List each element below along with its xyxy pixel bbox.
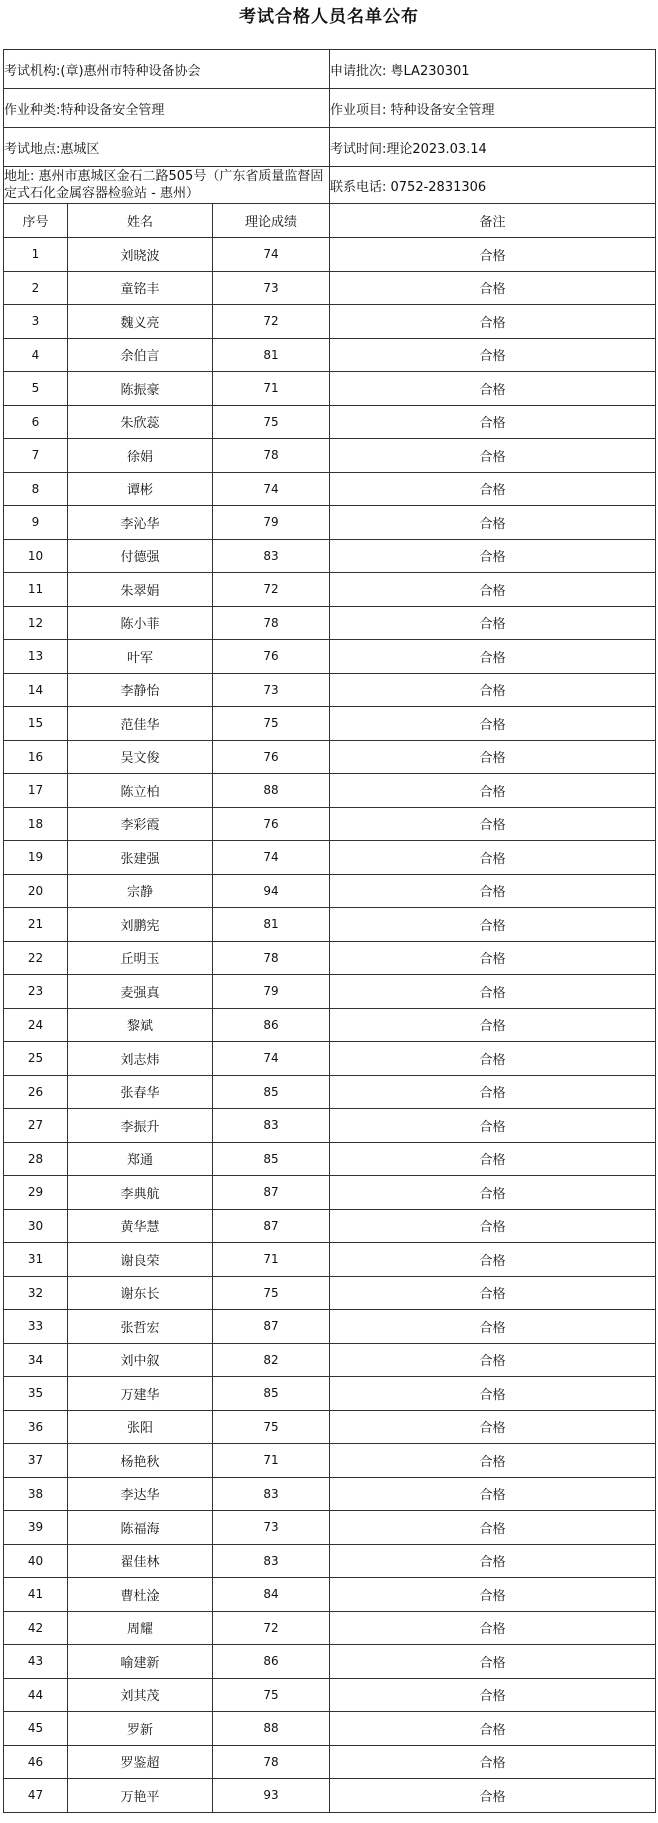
cell-score: 88	[213, 1712, 330, 1746]
cell-no: 31	[4, 1243, 68, 1277]
cell-score: 78	[213, 1745, 330, 1779]
cell-score: 76	[213, 640, 330, 674]
cell-note: 合格	[330, 807, 656, 841]
cell-no: 27	[4, 1109, 68, 1143]
cell-name: 吴文俊	[68, 740, 213, 774]
cell-score: 79	[213, 975, 330, 1009]
cell-no: 6	[4, 405, 68, 439]
table-row	[4, 707, 656, 741]
cell-note: 合格	[330, 1410, 656, 1444]
cell-note: 合格	[330, 606, 656, 640]
cell-score: 81	[213, 338, 330, 372]
cell-name: 李振升	[68, 1109, 213, 1143]
table-row	[4, 941, 656, 975]
cell-no: 13	[4, 640, 68, 674]
cell-note: 合格	[330, 1008, 656, 1042]
cell-note: 合格	[330, 1343, 656, 1377]
cell-name: 刘其茂	[68, 1678, 213, 1712]
cell-name: 张建强	[68, 841, 213, 875]
info-row-address	[4, 167, 656, 204]
cell-note: 合格	[330, 405, 656, 439]
cell-no: 19	[4, 841, 68, 875]
cell-no: 36	[4, 1410, 68, 1444]
cell-no: 39	[4, 1511, 68, 1545]
cell-score: 74	[213, 841, 330, 875]
cell-score: 87	[213, 1209, 330, 1243]
cell-name: 范佳华	[68, 707, 213, 741]
cell-note: 合格	[330, 338, 656, 372]
cell-no: 5	[4, 372, 68, 406]
cell-no: 28	[4, 1142, 68, 1176]
table-row	[4, 1578, 656, 1612]
table-row	[4, 238, 656, 272]
cell-score: 73	[213, 271, 330, 305]
table-row	[4, 1343, 656, 1377]
cell-name: 李沁华	[68, 506, 213, 540]
cell-no: 29	[4, 1176, 68, 1210]
info-row-org	[4, 50, 656, 89]
cell-score: 85	[213, 1075, 330, 1109]
cell-note: 合格	[330, 1779, 656, 1813]
cell-note: 合格	[330, 707, 656, 741]
cell-no: 35	[4, 1377, 68, 1411]
cell-note: 合格	[330, 1578, 656, 1612]
cell-name: 陈福海	[68, 1511, 213, 1545]
contact-phone: 联系电话: 0752-2831306	[330, 167, 656, 204]
table-row	[4, 271, 656, 305]
cell-name: 李彩霞	[68, 807, 213, 841]
table-row	[4, 1410, 656, 1444]
cell-name: 陈振豪	[68, 372, 213, 406]
cell-name: 翟佳林	[68, 1544, 213, 1578]
cell-name: 周耀	[68, 1611, 213, 1645]
info-row-category	[4, 89, 656, 128]
cell-score: 72	[213, 573, 330, 607]
table-row	[4, 1310, 656, 1344]
cell-no: 34	[4, 1343, 68, 1377]
cell-no: 9	[4, 506, 68, 540]
cell-no: 25	[4, 1042, 68, 1076]
table-row	[4, 1444, 656, 1478]
cell-score: 73	[213, 1511, 330, 1545]
results-table	[3, 49, 656, 1813]
page-title: 考试合格人员名单公布	[239, 7, 419, 27]
table-row	[4, 1678, 656, 1712]
table-row	[4, 1611, 656, 1645]
cell-note: 合格	[330, 1611, 656, 1645]
cell-score: 75	[213, 405, 330, 439]
cell-score: 78	[213, 941, 330, 975]
cell-score: 75	[213, 1276, 330, 1310]
cell-name: 郑通	[68, 1142, 213, 1176]
cell-no: 4	[4, 338, 68, 372]
cell-no: 32	[4, 1276, 68, 1310]
cell-score: 72	[213, 305, 330, 339]
cell-note: 合格	[330, 271, 656, 305]
cell-score: 75	[213, 707, 330, 741]
cell-score: 83	[213, 1544, 330, 1578]
cell-name: 罗鉴超	[68, 1745, 213, 1779]
cell-note: 合格	[330, 1243, 656, 1277]
cell-no: 23	[4, 975, 68, 1009]
table-row	[4, 1377, 656, 1411]
table-row	[4, 1645, 656, 1679]
cell-note: 合格	[330, 573, 656, 607]
table-row	[4, 1276, 656, 1310]
cell-name: 张春华	[68, 1075, 213, 1109]
cell-no: 12	[4, 606, 68, 640]
cell-name: 徐娟	[68, 439, 213, 473]
table-row	[4, 539, 656, 573]
cell-score: 85	[213, 1142, 330, 1176]
cell-note: 合格	[330, 1109, 656, 1143]
cell-no: 44	[4, 1678, 68, 1712]
cell-note: 合格	[330, 1745, 656, 1779]
table-row	[4, 673, 656, 707]
cell-no: 42	[4, 1611, 68, 1645]
cell-score: 78	[213, 439, 330, 473]
cell-name: 付德强	[68, 539, 213, 573]
table-row	[4, 1042, 656, 1076]
cell-note: 合格	[330, 1544, 656, 1578]
table-row	[4, 405, 656, 439]
table-row	[4, 338, 656, 372]
cell-note: 合格	[330, 506, 656, 540]
cell-note: 合格	[330, 1511, 656, 1545]
cell-name: 杨艳秋	[68, 1444, 213, 1478]
work-category: 作业种类:特种设备安全管理	[4, 89, 330, 128]
table-row	[4, 573, 656, 607]
cell-score: 75	[213, 1678, 330, 1712]
table-row	[4, 1008, 656, 1042]
cell-note: 合格	[330, 1075, 656, 1109]
cell-score: 76	[213, 740, 330, 774]
cell-no: 7	[4, 439, 68, 473]
table-row	[4, 640, 656, 674]
cell-no: 11	[4, 573, 68, 607]
application-batch: 申请批次: 粤LA230301	[330, 50, 656, 89]
cell-no: 41	[4, 1578, 68, 1612]
cell-note: 合格	[330, 1310, 656, 1344]
cell-note: 合格	[330, 774, 656, 808]
table-row	[4, 1209, 656, 1243]
cell-no: 40	[4, 1544, 68, 1578]
cell-score: 82	[213, 1343, 330, 1377]
cell-score: 87	[213, 1176, 330, 1210]
cell-score: 74	[213, 238, 330, 272]
table-row	[4, 1779, 656, 1813]
work-project: 作业项目: 特种设备安全管理	[330, 89, 656, 128]
table-row	[4, 606, 656, 640]
cell-name: 刘鹏宪	[68, 908, 213, 942]
cell-note: 合格	[330, 1444, 656, 1478]
cell-name: 陈立柏	[68, 774, 213, 808]
cell-name: 宗静	[68, 874, 213, 908]
table-row	[4, 1109, 656, 1143]
cell-score: 83	[213, 539, 330, 573]
cell-score: 88	[213, 774, 330, 808]
cell-note: 合格	[330, 975, 656, 1009]
cell-name: 余伯言	[68, 338, 213, 372]
cell-note: 合格	[330, 1142, 656, 1176]
cell-score: 76	[213, 807, 330, 841]
cell-score: 71	[213, 372, 330, 406]
cell-no: 26	[4, 1075, 68, 1109]
table-row	[4, 774, 656, 808]
table-row	[4, 908, 656, 942]
cell-name: 谢良荣	[68, 1243, 213, 1277]
cell-score: 81	[213, 908, 330, 942]
cell-score: 87	[213, 1310, 330, 1344]
cell-note: 合格	[330, 305, 656, 339]
cell-score: 85	[213, 1377, 330, 1411]
cell-score: 83	[213, 1477, 330, 1511]
cell-no: 14	[4, 673, 68, 707]
table-row	[4, 1075, 656, 1109]
cell-no: 38	[4, 1477, 68, 1511]
table-row	[4, 740, 656, 774]
cell-note: 合格	[330, 673, 656, 707]
cell-note: 合格	[330, 908, 656, 942]
cell-score: 73	[213, 673, 330, 707]
cell-name: 刘中叙	[68, 1343, 213, 1377]
table-row	[4, 372, 656, 406]
cell-no: 17	[4, 774, 68, 808]
cell-name: 李静怡	[68, 673, 213, 707]
table-row	[4, 506, 656, 540]
cell-note: 合格	[330, 1645, 656, 1679]
cell-name: 朱翠娟	[68, 573, 213, 607]
table-row	[4, 1142, 656, 1176]
cell-score: 86	[213, 1008, 330, 1042]
cell-score: 74	[213, 472, 330, 506]
info-row-location	[4, 128, 656, 167]
table-row	[4, 439, 656, 473]
cell-no: 15	[4, 707, 68, 741]
cell-score: 79	[213, 506, 330, 540]
table-row	[4, 1511, 656, 1545]
cell-no: 3	[4, 305, 68, 339]
cell-note: 合格	[330, 1477, 656, 1511]
cell-name: 丘明玉	[68, 941, 213, 975]
cell-note: 合格	[330, 372, 656, 406]
cell-note: 合格	[330, 640, 656, 674]
cell-name: 李达华	[68, 1477, 213, 1511]
cell-name: 曹杜淦	[68, 1578, 213, 1612]
cell-note: 合格	[330, 874, 656, 908]
cell-name: 童铭丰	[68, 271, 213, 305]
cell-name: 万建华	[68, 1377, 213, 1411]
cell-name: 喻建新	[68, 1645, 213, 1679]
cell-note: 合格	[330, 1377, 656, 1411]
cell-no: 30	[4, 1209, 68, 1243]
cell-note: 合格	[330, 841, 656, 875]
table-row	[4, 807, 656, 841]
exam-organization: 考试机构:(章)惠州市特种设备协会	[4, 50, 330, 89]
cell-note: 合格	[330, 472, 656, 506]
table-row	[4, 874, 656, 908]
table-row	[4, 1745, 656, 1779]
table-row	[4, 305, 656, 339]
column-header-note: 备注	[330, 204, 656, 238]
cell-note: 合格	[330, 1042, 656, 1076]
table-header-row	[4, 204, 656, 238]
column-header-score: 理论成绩	[213, 204, 330, 238]
cell-score: 83	[213, 1109, 330, 1143]
cell-no: 22	[4, 941, 68, 975]
table-row	[4, 1544, 656, 1578]
cell-score: 93	[213, 1779, 330, 1813]
cell-name: 张哲宏	[68, 1310, 213, 1344]
table-row	[4, 472, 656, 506]
cell-name: 黎斌	[68, 1008, 213, 1042]
cell-name: 魏义亮	[68, 305, 213, 339]
cell-name: 黄华慧	[68, 1209, 213, 1243]
cell-note: 合格	[330, 1209, 656, 1243]
cell-name: 谢东长	[68, 1276, 213, 1310]
results-table-body	[4, 50, 656, 1813]
cell-no: 8	[4, 472, 68, 506]
cell-name: 朱欣蕊	[68, 405, 213, 439]
cell-no: 45	[4, 1712, 68, 1746]
cell-note: 合格	[330, 1276, 656, 1310]
cell-no: 18	[4, 807, 68, 841]
cell-score: 71	[213, 1444, 330, 1478]
cell-score: 94	[213, 874, 330, 908]
cell-score: 84	[213, 1578, 330, 1612]
cell-name: 张阳	[68, 1410, 213, 1444]
cell-no: 47	[4, 1779, 68, 1813]
cell-name: 陈小菲	[68, 606, 213, 640]
cell-name: 谭彬	[68, 472, 213, 506]
cell-name: 刘晓波	[68, 238, 213, 272]
cell-no: 33	[4, 1310, 68, 1344]
cell-no: 10	[4, 539, 68, 573]
table-row	[4, 841, 656, 875]
cell-no: 46	[4, 1745, 68, 1779]
cell-score: 78	[213, 606, 330, 640]
table-row	[4, 1477, 656, 1511]
cell-note: 合格	[330, 539, 656, 573]
table-row	[4, 975, 656, 1009]
exam-time: 考试时间:理论2023.03.14	[330, 128, 656, 167]
cell-no: 20	[4, 874, 68, 908]
cell-note: 合格	[330, 1678, 656, 1712]
exam-location: 考试地点:惠城区	[4, 128, 330, 167]
cell-score: 72	[213, 1611, 330, 1645]
cell-no: 2	[4, 271, 68, 305]
table-row	[4, 1176, 656, 1210]
cell-no: 16	[4, 740, 68, 774]
column-header-no: 序号	[4, 204, 68, 238]
cell-note: 合格	[330, 238, 656, 272]
cell-note: 合格	[330, 439, 656, 473]
cell-note: 合格	[330, 941, 656, 975]
cell-name: 罗新	[68, 1712, 213, 1746]
cell-score: 74	[213, 1042, 330, 1076]
cell-name: 万艳平	[68, 1779, 213, 1813]
cell-score: 75	[213, 1410, 330, 1444]
table-row	[4, 1243, 656, 1277]
table-row	[4, 1712, 656, 1746]
cell-no: 1	[4, 238, 68, 272]
cell-no: 43	[4, 1645, 68, 1679]
column-header-name: 姓名	[68, 204, 213, 238]
cell-no: 21	[4, 908, 68, 942]
cell-no: 24	[4, 1008, 68, 1042]
cell-no: 37	[4, 1444, 68, 1478]
cell-score: 86	[213, 1645, 330, 1679]
cell-note: 合格	[330, 740, 656, 774]
cell-name: 李典航	[68, 1176, 213, 1210]
cell-name: 刘志炜	[68, 1042, 213, 1076]
exam-address: 地址: 惠州市惠城区金石二路505号（广东省质量监督固定式石化金属容器检验站 - 惠州）	[4, 167, 330, 204]
cell-name: 麦强真	[68, 975, 213, 1009]
cell-note: 合格	[330, 1176, 656, 1210]
cell-note: 合格	[330, 1712, 656, 1746]
cell-name: 叶军	[68, 640, 213, 674]
cell-score: 71	[213, 1243, 330, 1277]
